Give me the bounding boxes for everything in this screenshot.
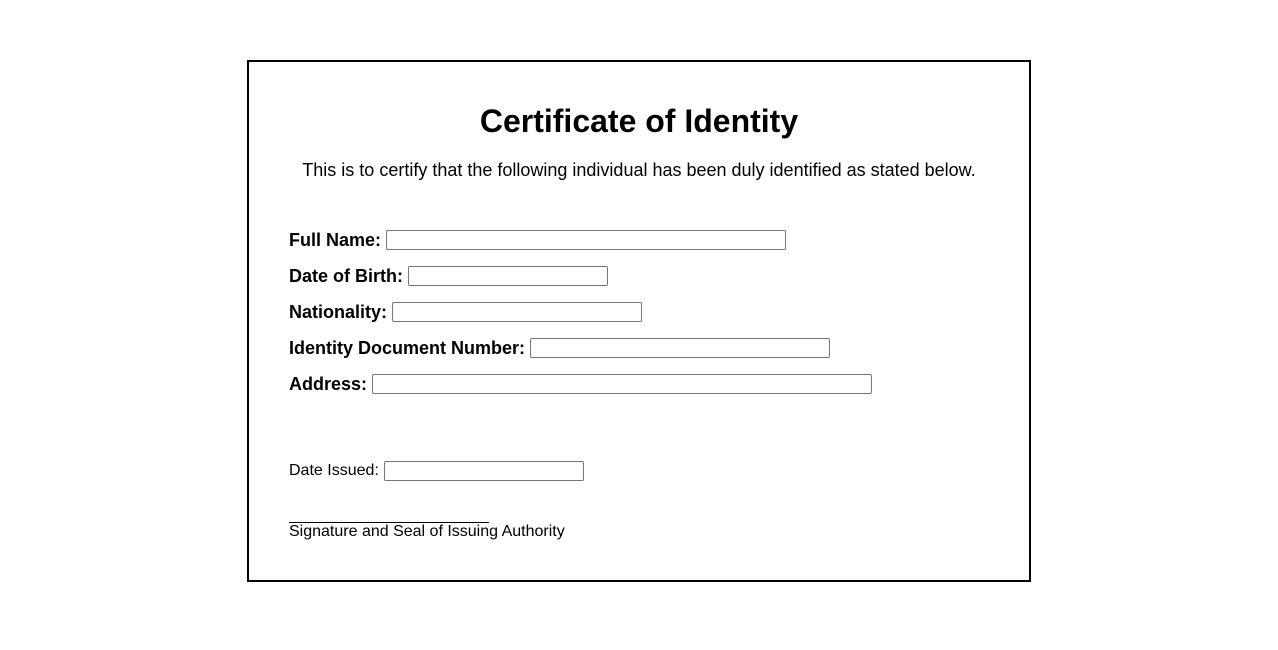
date-of-birth-label: Date of Birth: (289, 266, 403, 286)
address-row (289, 372, 872, 396)
certificate-subtitle: This is to certify that the following individual has been duly identified as stated below. (302, 160, 976, 180)
date-of-birth-input[interactable] (408, 266, 608, 286)
date-issued-label: Date Issued: (289, 462, 379, 479)
address-label: Address: (289, 374, 368, 394)
nationality-row (289, 300, 642, 324)
identity-document-number-label: Identity Document Number: (289, 338, 526, 358)
nationality-label: Nationality: (289, 302, 388, 322)
address-input[interactable] (372, 374, 872, 394)
date-issued-input[interactable] (384, 461, 584, 481)
signature-label: Signature and Seal of Issuing Authority (289, 523, 565, 540)
nationality-input[interactable] (392, 302, 642, 322)
identity-document-number-row (289, 336, 830, 360)
identity-document-number-input[interactable] (530, 338, 830, 358)
certificate-title: Certificate of Identity (479, 103, 799, 139)
date-issued-row (289, 459, 584, 483)
date-of-birth-row (289, 264, 608, 288)
certificate-frame (247, 60, 1031, 582)
full-name-row (289, 228, 786, 252)
full-name-input[interactable] (386, 230, 786, 250)
full-name-label: Full Name: (289, 230, 382, 250)
